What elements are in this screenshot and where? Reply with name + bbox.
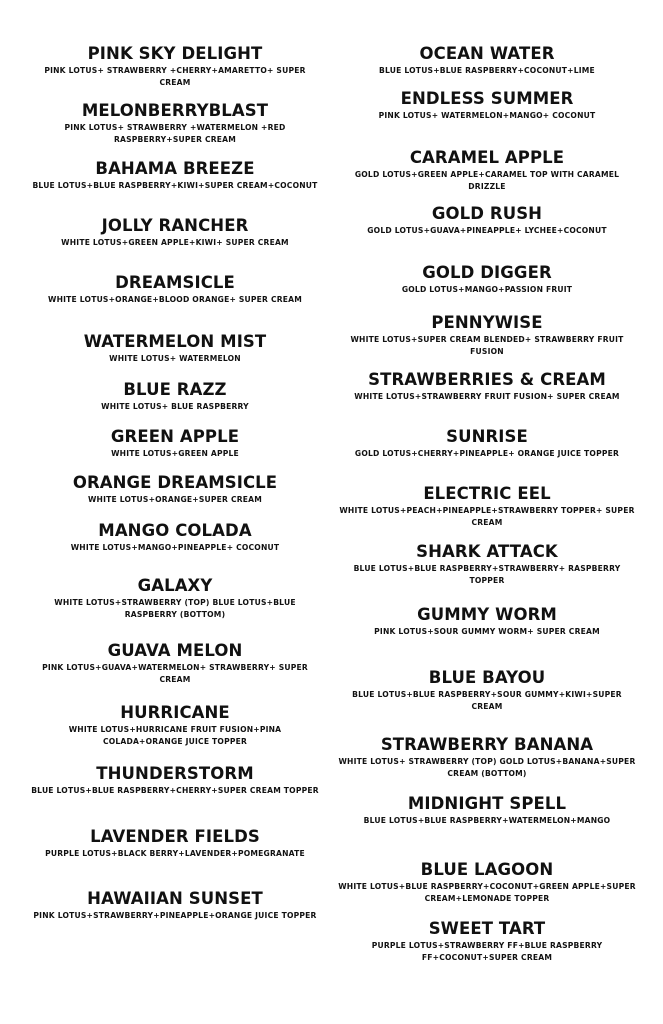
drink-name: BAHAMA BREEZE: [95, 159, 255, 178]
drink-name: BLUE RAZZ: [123, 380, 227, 399]
drink-name: JOLLY RANCHER: [101, 216, 249, 235]
menu-item: [30, 473, 320, 506]
drink-name: GREEN APPLE: [110, 427, 240, 446]
menu-item: [30, 380, 320, 413]
menu-item: [338, 427, 636, 460]
drink-name: MANGO COLADA: [98, 521, 252, 540]
drink-ingredients: PINK LOTUS+GUAVA+WATERMELON+ STRAWBERRY+ SUPER CREAM: [42, 663, 308, 684]
drink-ingredients: BLUE LOTUS+BLUE RASPBERRY+KIWI+SUPER CREAM+COCONUT: [32, 181, 318, 190]
drink-name: MIDNIGHT SPELL: [407, 794, 567, 813]
drink-name: OCEAN WATER: [419, 44, 555, 63]
drink-ingredients: BLUE LOTUS+BLUE RASPBERRY+STRAWBERRY+ RASPBERRY TOPPER: [353, 564, 621, 585]
menu-item: [30, 703, 320, 748]
menu-item: [338, 44, 636, 77]
menu-item: [338, 89, 636, 122]
menu-item: [30, 273, 320, 306]
drink-name: MELONBERRYBLAST: [81, 101, 269, 120]
menu-item: [30, 332, 320, 365]
drink-name: GUMMY WORM: [417, 605, 557, 624]
drink-ingredients: GOLD LOTUS+MANGO+PASSION FRUIT: [401, 285, 573, 294]
drink-name: BLUE LAGOON: [420, 860, 554, 879]
drink-name: LAVENDER FIELDS: [90, 827, 260, 846]
drink-ingredients: PINK LOTUS+STRAWBERRY+PINEAPPLE+ORANGE JUICE TOPPER: [33, 911, 317, 920]
menu-item: [338, 204, 636, 237]
drink-ingredients: PINK LOTUS+SOUR GUMMY WORM+ SUPER CREAM: [374, 627, 600, 636]
drink-name: ENDLESS SUMMER: [400, 89, 574, 108]
drink-ingredients: WHITE LOTUS+ WATERMELON: [109, 354, 241, 363]
drink-name: SHARK ATTACK: [416, 542, 558, 561]
drink-ingredients: WHITE LOTUS+HURRICANE FRUIT FUSION+PINA COLADA+ORANGE JUICE TOPPER: [68, 725, 282, 746]
drink-ingredients: WHITE LOTUS+ORANGE+BLOOD ORANGE+ SUPER CREAM: [48, 295, 302, 304]
drink-ingredients: BLUE LOTUS+BLUE RASPBERRY+WATERMELON+MANGO: [363, 816, 611, 825]
menu-item: [338, 542, 636, 587]
menu-item: [30, 764, 320, 797]
menu-item: [30, 159, 320, 192]
drink-name: HURRICANE: [120, 703, 230, 722]
menu-item: [338, 263, 636, 296]
drink-ingredients: PINK LOTUS+ STRAWBERRY +CHERRY+AMARETTO+ SUPER CREAM: [44, 66, 306, 87]
menu-item: [338, 148, 636, 193]
menu-item: [338, 860, 636, 905]
drink-ingredients: GOLD LOTUS+CHERRY+PINEAPPLE+ ORANGE JUICE TOPPER: [354, 449, 620, 458]
menu-item: [30, 427, 320, 460]
menu-item: [338, 668, 636, 713]
drink-ingredients: PURPLE LOTUS+BLACK BERRY+LAVENDER+POMEGRANATE: [45, 849, 305, 858]
menu-item: [30, 576, 320, 621]
drink-ingredients: BLUE LOTUS+BLUE RASPBERRY+CHERRY+SUPER CREAM TOPPER: [31, 786, 319, 795]
menu-item: [30, 44, 320, 89]
drink-name: GOLD RUSH: [431, 204, 543, 223]
menu-item: [338, 794, 636, 827]
drink-ingredients: WHITE LOTUS+STRAWBERRY FRUIT FUSION+ SUPER CREAM: [354, 392, 620, 401]
menu-item: [338, 605, 636, 638]
menu-item: [338, 919, 636, 964]
drink-name: DREAMSICLE: [115, 273, 235, 292]
drink-ingredients: WHITE LOTUS+ STRAWBERRY (TOP) GOLD LOTUS+BANANA+SUPER CREAM (BOTTOM): [338, 757, 636, 778]
drink-ingredients: PINK LOTUS+ WATERMELON+MANGO+ COCONUT: [378, 111, 596, 120]
drink-ingredients: PURPLE LOTUS+STRAWBERRY FF+BLUE RASPBERRY FF+COCONUT+SUPER CREAM: [371, 941, 603, 962]
drink-name: ORANGE DREAMSICLE: [72, 473, 278, 492]
drink-name: GOLD DIGGER: [422, 263, 552, 282]
drink-name: STRAWBERRY BANANA: [380, 735, 594, 754]
menu-item: [338, 313, 636, 358]
drink-ingredients: WHITE LOTUS+PEACH+PINEAPPLE+STRAWBERRY TOPPER+ SUPER CREAM: [339, 506, 635, 527]
drink-ingredients: WHITE LOTUS+SUPER CREAM BLENDED+ STRAWBERRY FRUIT FUSION: [350, 335, 624, 356]
drink-name: THUNDERSTORM: [96, 764, 254, 783]
menu-item: [338, 370, 636, 403]
drink-name: PINK SKY DELIGHT: [87, 44, 263, 63]
menu-item: [338, 484, 636, 529]
menu-item: [30, 521, 320, 554]
drink-name: ELECTRIC EEL: [423, 484, 551, 503]
drink-ingredients: WHITE LOTUS+GREEN APPLE+KIWI+ SUPER CREAM: [61, 238, 289, 247]
drink-name: WATERMELON MIST: [83, 332, 267, 351]
drink-name: SWEET TART: [428, 919, 546, 938]
drink-ingredients: WHITE LOTUS+ BLUE RASPBERRY: [101, 402, 249, 411]
drink-ingredients: BLUE LOTUS+BLUE RASPBERRY+SOUR GUMMY+KIWI+SUPER CREAM: [352, 690, 622, 711]
drink-name: GUAVA MELON: [107, 641, 243, 660]
menu-item: [30, 101, 320, 146]
drink-ingredients: WHITE LOTUS+BLUE RASPBERRY+COCONUT+GREEN APPLE+SUPER CREAM+LEMONADE TOPPER: [338, 882, 636, 903]
drink-ingredients: WHITE LOTUS+ORANGE+SUPER CREAM: [87, 495, 262, 504]
drink-name: STRAWBERRIES & CREAM: [368, 370, 606, 389]
menu-item: [338, 735, 636, 780]
drink-name: HAWAIIAN SUNSET: [87, 889, 263, 908]
drink-name: CARAMEL APPLE: [409, 148, 565, 167]
menu-item: [30, 827, 320, 860]
drink-ingredients: WHITE LOTUS+MANGO+PINEAPPLE+ COCONUT: [70, 543, 280, 552]
drink-name: GALAXY: [137, 576, 213, 595]
menu-item: [30, 216, 320, 249]
drink-ingredients: WHITE LOTUS+GREEN APPLE: [111, 449, 239, 458]
menu-item: [30, 889, 320, 922]
drink-name: BLUE BAYOU: [428, 668, 546, 687]
drink-ingredients: BLUE LOTUS+BLUE RASPBERRY+COCONUT+LIME: [379, 66, 595, 75]
menu-item: [30, 641, 320, 686]
drink-ingredients: GOLD LOTUS+GUAVA+PINEAPPLE+ LYCHEE+COCONUT: [367, 226, 607, 235]
drink-ingredients: WHITE LOTUS+STRAWBERRY (TOP) BLUE LOTUS+BLUE RASPBERRY (BOTTOM): [54, 598, 296, 619]
drink-name: SUNRISE: [446, 427, 528, 446]
drink-ingredients: PINK LOTUS+ STRAWBERRY +WATERMELON +RED RASPBERRY+SUPER CREAM: [64, 123, 286, 144]
drink-ingredients: GOLD LOTUS+GREEN APPLE+CARAMEL TOP WITH CARAMEL DRIZZLE: [354, 170, 620, 191]
drink-name: PENNYWISE: [431, 313, 543, 332]
